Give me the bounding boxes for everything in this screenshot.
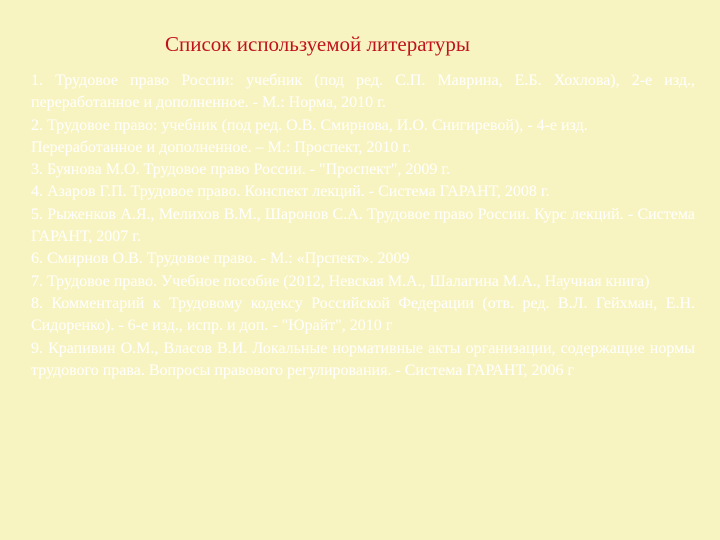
- slide-title: Список используемой литературы: [165, 32, 471, 56]
- reference-item-2: 2. Трудовое право: учебник (под ред. О.В. Смирнова, И.О. Снигиревой), - 4-е изд.: [31, 116, 588, 134]
- reference-item-6: 6. Смирнов О.В. Трудовое право. - М.: «Прспект». 2009: [31, 250, 410, 268]
- reference-item-8: 8. Комментарий к Трудовому кодексу Российской Федерации (отв. ред. В.Л. Гейхман, Е.Н. Сидоренко). - 6-е изд., испр. и доп. - "Юрайт", 2010 г: [31, 294, 695, 335]
- reference-list: [31, 70, 695, 382]
- reference-item-9: 9. Крапивин О.М., Власов В.И. Локальные нормативные акты организации, содержащие нормы трудового права. Вопросы правового регулирования. - Система ГАРАНТ, 2006 г: [31, 339, 695, 379]
- reference-item-1: 1. Трудовое право России: учебник (под ред. С.П. Маврина, Е.Б. Хохлова), 2-е изд., переработанное и дополненное. - М.: Норма, 2010 г.: [31, 72, 695, 112]
- reference-item-2-continued: Переработанное и дополненное. – М.: Проспект, 2010 г.: [31, 138, 412, 156]
- reference-item-5: 5. Рыженков А.Я., Мелихов В.М., Шаронов С.А. Трудовое право России. Курс лекций. - Система ГАРАНТ, 2007 г.: [31, 205, 695, 246]
- reference-item-4: 4. Азаров Г.П. Трудовое право. Конспект лекций. - Система ГАРАНТ, 2008 г.: [31, 183, 550, 201]
- reference-item-7: 7. Трудовое право. Учебное пособие (2012, Невская М.А., Шалагина М.А., Научная книга): [31, 272, 650, 290]
- reference-item-3: 3. Буянова М.О. Трудовое право России. - "Проспект", 2009 г.: [31, 161, 451, 179]
